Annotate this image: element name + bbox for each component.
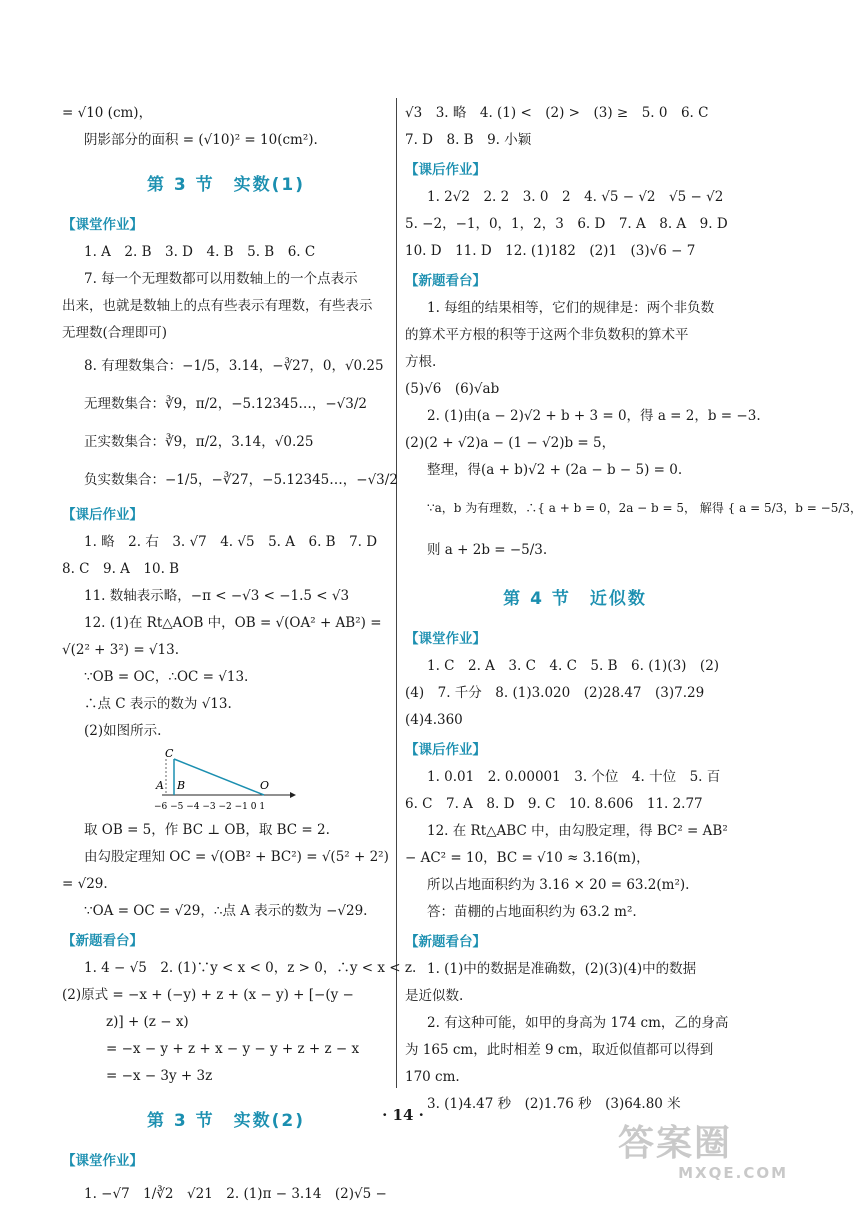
right-column [405, 100, 862, 1118]
axis-arrow [290, 792, 296, 798]
text-line: 为 165 cm，此时相差 9 cm，取近似值都可以得到 [405, 1042, 714, 1058]
section-title: 第 3 节 实数(1) [146, 175, 306, 195]
text-line: 的算术平方根的积等于这两个非负数积的算术平 [405, 327, 689, 343]
text-line: 则 a + 2b = −5/3. [427, 542, 548, 558]
text-line: 8. 有理数集合：−1/5，3.14，−∛27，0，√0.25 [84, 358, 384, 374]
text-line: 无理数(合理即可) [62, 325, 168, 341]
text-line: 出来，也就是数轴上的点有些表示有理数，有些表示 [62, 298, 373, 314]
text-line: (2)原式 = −x + (−y) + z + (x − y) + [−(y − [62, 987, 354, 1003]
text-line: z)] + (z − x) [106, 1014, 189, 1030]
watermark-main: 答案圈 [618, 1123, 733, 1164]
label-o: O [260, 779, 270, 792]
text-line: 整理，得(a + b)√2 + (2a − b − 5) = 0. [427, 462, 683, 478]
text-line: 170 cm. [405, 1069, 460, 1085]
text-line: 正实数集合：∛9，π/2，3.14，√0.25 [84, 434, 314, 450]
left-column [62, 100, 417, 1213]
text-line: (4) 7. 千分 8. (1)3.020 (2)28.47 (3)7.29 [405, 685, 705, 701]
text-line: 10. D 11. D 12. (1)182 (2)1 (3)√6 − 7 [405, 243, 696, 259]
page-number: · 14 · [382, 1106, 424, 1124]
tick-labels: −6 −5 −4 −3 −2 −1 0 1 [154, 802, 266, 812]
text-line: 方根. [405, 354, 437, 370]
section-tag: 【课后作业】 [405, 742, 486, 758]
text-line: 1. 0.01 2. 0.00001 3. 个位 4. 十位 5. 百 [427, 769, 721, 785]
section-title: 第 3 节 实数(2) [146, 1111, 306, 1131]
text-line: 3. (1)4.47 秒 (2)1.76 秒 (3)64.80 米 [427, 1096, 681, 1112]
watermark-sub: MXQE.COM [678, 1164, 788, 1182]
section-tag: 【课堂作业】 [62, 1153, 143, 1169]
label-c: C [165, 747, 174, 760]
label-a: A [156, 779, 164, 792]
text-line: 取 OB = 5，作 BC ⊥ OB，取 BC = 2. [84, 822, 330, 838]
section-tag: 【课后作业】 [405, 162, 486, 178]
text-line: 7. 每一个无理数都可以用数轴上的一个点表示 [84, 271, 358, 287]
section-tag: 【新题看台】 [405, 273, 486, 289]
segment-oc [174, 759, 264, 795]
text-line: (5)√6 (6)√ab [405, 381, 500, 397]
text-line: 6. C 7. A 8. D 9. C 10. 8.606 11. 2.77 [405, 796, 703, 812]
text-line: 2. (1)由(a − 2)√2 + b + 3 = 0，得 a = 2，b = −3. [427, 408, 761, 424]
text-line: = −x − 3y + 3z [106, 1068, 213, 1084]
text-line: 1. −√7 1/∛2 √21 2. (1)π − 3.14 (2)√5 − [84, 1186, 387, 1202]
text-line: (2)(2 + √2)a − (1 − √2)b = 5， [405, 435, 616, 451]
text-line: 1. A 2. B 3. D 4. B 5. B 6. C [84, 244, 316, 260]
text-line: 所以占地面积约为 3.16 × 20 = 63.2(m²). [427, 877, 690, 893]
text-line: 12. (1)在 Rt△AOB 中，OB = √(OA² + AB²) = [84, 615, 382, 631]
watermark-logo [618, 1124, 788, 1186]
text-line: 12. 在 Rt△ABC 中，由勾股定理，得 BC² = AB² [427, 823, 728, 839]
text-line: ∵OA = OC = √29，∴点 A 表示的数为 −√29. [84, 903, 368, 919]
text-line: ∵a，b 为有理数，∴{ a + b = 0，2a − b = 5， 解得 { a = 5/3，b = −5/3， [427, 501, 862, 515]
text-line: 1. C 2. A 3. C 4. C 5. B 6. (1)(3) (2) [427, 658, 720, 674]
text-line: 5. −2，−1，0，1，2，3 6. D 7. A 8. A 9. D [405, 216, 728, 232]
text-line: 由勾股定理知 OC = √(OB² + BC²) = √(5² + 2²) [84, 849, 389, 865]
number-line-svg [154, 747, 362, 815]
text-line: 负实数集合：−1/5，−∛27，−5.12345…，−√3/2 [84, 472, 398, 488]
text-line: ∵OB = OC，∴OC = √13. [84, 669, 249, 685]
section-tag: 【课堂作业】 [62, 217, 143, 233]
label-b: B [177, 779, 186, 792]
text-line: 1. 略 2. 右 3. √7 4. √5 5. A 6. B 7. D [84, 534, 378, 550]
section-tag: 【课堂作业】 [405, 631, 486, 647]
text-line: 1. (1)中的数据是准确数，(2)(3)(4)中的数据 [427, 961, 697, 977]
text-line: 答：苗棚的占地面积约为 63.2 m². [427, 904, 637, 920]
text-line: (4)4.360 [405, 712, 463, 728]
text-line: 1. 4 − √5 2. (1)∵y < x < 0，z > 0，∴y < x < z. [84, 960, 417, 976]
text-line: 1. 每组的结果相等，它们的规律是：两个非负数 [427, 300, 715, 316]
text-line: − AC² = 10，BC = √10 ≈ 3.16(m)， [405, 850, 650, 866]
text-line: 7. D 8. B 9. 小颖 [405, 132, 532, 148]
text-line: ∴点 C 表示的数为 √13. [84, 696, 232, 712]
section-tag: 【新题看台】 [62, 933, 143, 949]
text-line: 无理数集合：∛9，π/2，−5.12345…，−√3/2 [84, 396, 367, 412]
text-line: = √29. [62, 876, 108, 892]
number-line-figure [154, 747, 362, 815]
text-line: √3 3. 略 4. (1) < (2) > (3) ≥ 5. 0 6. C [405, 105, 709, 121]
text-line: 11. 数轴表示略，−π < −√3 < −1.5 < √3 [84, 588, 350, 604]
text-line: = −x − y + z + x − y − y + z + z − x [106, 1041, 360, 1057]
text-line: 2. 有这种可能，如甲的身高为 174 cm，乙的身高 [427, 1015, 729, 1031]
text-line: 阴影部分的面积 = (√10)² = 10(cm²). [84, 132, 318, 148]
text-line: 1. 2√2 2. 2 3. 0 2 4. √5 − √2 √5 − √2 [427, 189, 724, 205]
text-line: √(2² + 3²) = √13. [62, 642, 179, 658]
section-tag: 【新题看台】 [405, 934, 486, 950]
column-divider [396, 98, 397, 1088]
section-tag: 【课后作业】 [62, 507, 143, 523]
text-line: = √10 (cm)， [62, 105, 153, 121]
text-line: (2)如图所示. [84, 723, 162, 739]
section-title: 第 4 节 近似数 [503, 589, 647, 609]
text-line: 是近似数. [405, 988, 464, 1004]
text-line: 8. C 9. A 10. B [62, 561, 180, 577]
